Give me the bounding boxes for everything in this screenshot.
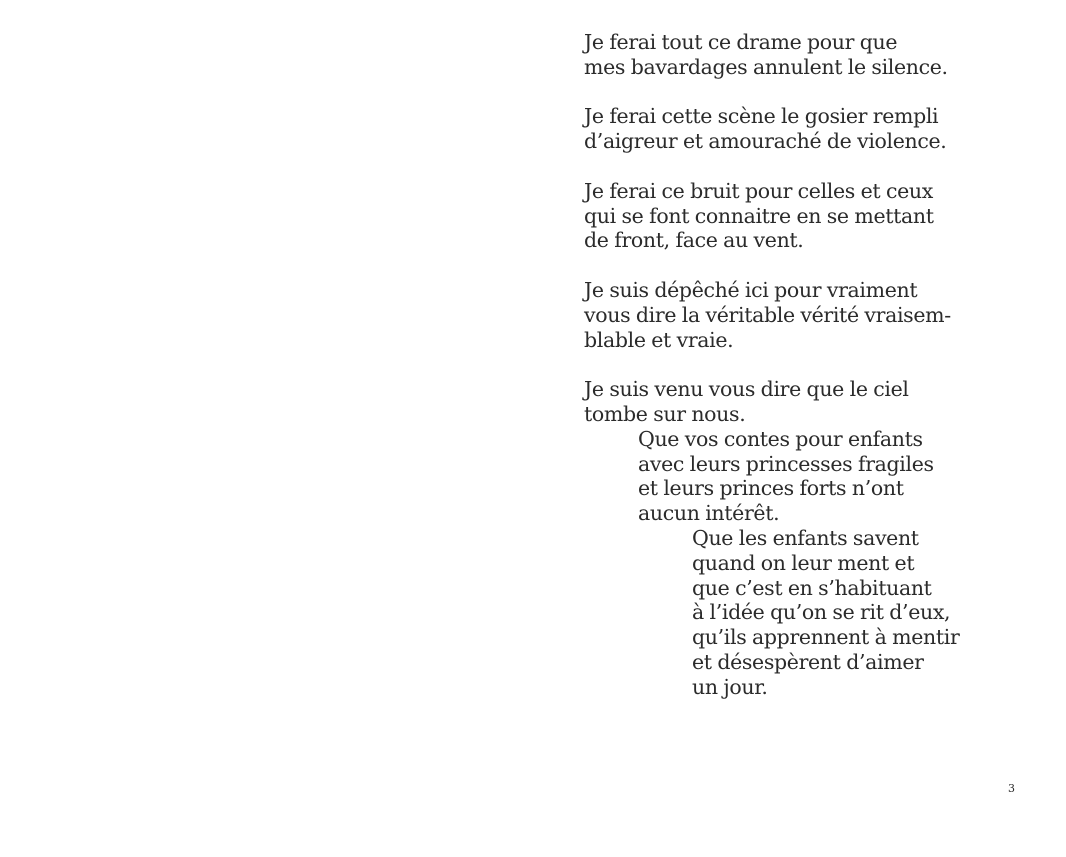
poem-line: et leurs princes forts n’ont [638, 476, 904, 501]
poem-line: Je ferai ce bruit pour celles et ceux [584, 178, 933, 203]
poem-line: Que les enfants savent [692, 525, 919, 550]
poem-line: aucun intérêt. [638, 501, 780, 526]
poem-line: un jour. [692, 674, 768, 699]
poem-line: qu’ils apprennent à mentir [692, 625, 960, 650]
poem-line: que c’est en s’habituant [692, 575, 932, 600]
poem-line: quand on leur ment et [692, 550, 915, 575]
stanza-5 [584, 377, 1024, 427]
poem-line: d’aigreur et amouraché de violence. [584, 129, 947, 154]
poem-line: Je ferai cette scène le gosier rempli [584, 104, 939, 129]
poem-line: qui se font connaitre en se mettant [584, 203, 934, 228]
poem-line: et désespèrent d’aimer [692, 649, 924, 674]
stanza-2 [584, 104, 1024, 154]
poem-text [584, 30, 1024, 700]
poem-line: de front, face au vent. [584, 228, 804, 253]
poem-line: mes bavardages annulent le silence. [584, 54, 948, 79]
poem-line: tombe sur nous. [584, 401, 746, 426]
poem-line: vous dire la véritable vérité vraisem- [584, 302, 951, 327]
stanza-3 [584, 179, 1024, 253]
poem-line: à l’idée qu’on se rit d’eux, [692, 600, 951, 625]
stanza-4 [584, 278, 1024, 352]
poem-line: avec leurs princesses fragiles [638, 451, 934, 476]
poem-line: Je ferai tout ce drame pour que [584, 30, 898, 54]
poem-line: Que vos contes pour enfants [638, 426, 923, 451]
poem-line: Je suis dépêché ici pour vraiment [584, 277, 918, 302]
poem-line: blable et vraie. [584, 327, 734, 352]
stanza-6-indented [584, 427, 1024, 526]
poem-line: Je suis venu vous dire que le ciel [584, 377, 909, 402]
stanza-7-double-indented [584, 526, 1024, 700]
page-number: 3 [1008, 782, 1015, 795]
stanza-1 [584, 30, 1024, 80]
right-page [533, 0, 1066, 857]
